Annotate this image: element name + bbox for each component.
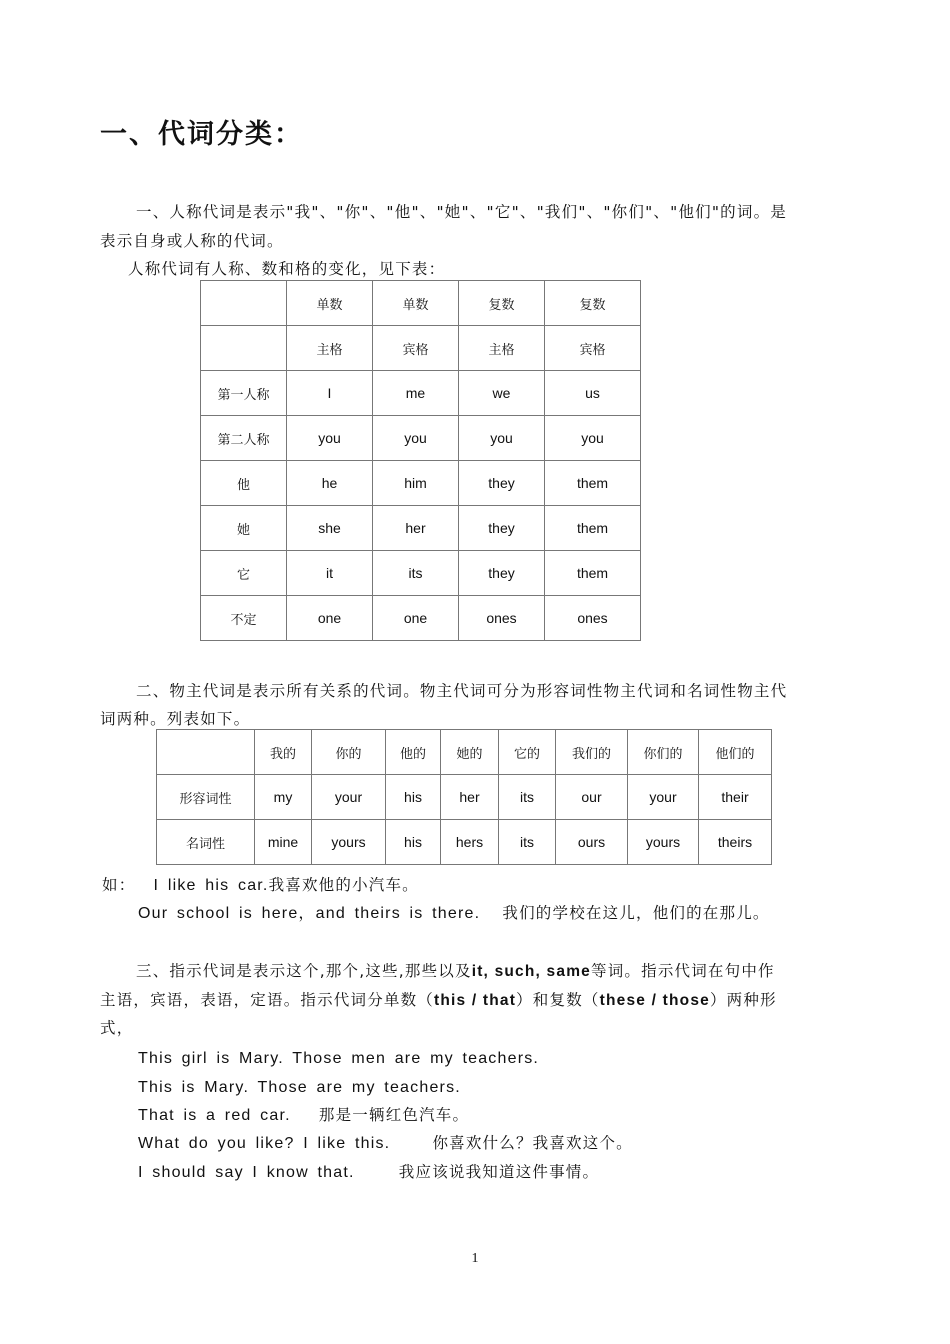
- table-cell: 单数: [287, 281, 373, 326]
- table-header-row: [201, 326, 641, 371]
- table-cell: them: [545, 506, 641, 551]
- table-header-row: [157, 730, 772, 775]
- row-header-cell: 它: [201, 551, 287, 596]
- example-line-1: [102, 871, 419, 900]
- demo-en: This is Mary. Those are my teachers.: [138, 1079, 461, 1096]
- table-cell: he: [287, 461, 373, 506]
- table-cell: 复数: [545, 281, 641, 326]
- table-cell: 她的: [441, 730, 499, 775]
- table-row: [157, 820, 772, 865]
- section1-line2: 表示自身或人称的代词。: [100, 232, 284, 250]
- row-header-cell: 她: [201, 506, 287, 551]
- table-cell: yours: [628, 820, 699, 865]
- table-cell: them: [545, 551, 641, 596]
- demo-en: This girl is Mary. Those men are my teachers.: [138, 1050, 540, 1067]
- table-cell: you: [545, 416, 641, 461]
- table-row: [201, 551, 641, 596]
- table-cell: they: [459, 551, 545, 596]
- page-number: 1: [471, 1251, 479, 1266]
- table-cell: one: [373, 596, 459, 641]
- demo-cn: 那是一辆红色汽车。: [318, 1106, 470, 1124]
- row-header-cell: 第一人称: [201, 371, 287, 416]
- personal-pronoun-table: [200, 280, 641, 641]
- section1-line1: 一、人称代词是表示"我"、"你"、"他"、"她"、"它"、"我们"、"你们"、"他们"的词。是: [136, 203, 787, 221]
- table-cell: we: [459, 371, 545, 416]
- row-header-cell: 形容词性: [157, 775, 255, 820]
- example-en: I like his car.: [153, 877, 269, 894]
- example-en: Our school is here，and theirs is there.: [138, 905, 481, 922]
- section3-keywords: this / that: [434, 992, 517, 1009]
- demo-example-5: [138, 1158, 599, 1187]
- table-cell: 宾格: [545, 326, 641, 371]
- possessive-pronoun-table: [156, 729, 772, 865]
- section3-line3: 式，: [100, 1019, 134, 1037]
- table-row: [201, 416, 641, 461]
- table-header-row: [201, 281, 641, 326]
- table-cell: 他的: [386, 730, 441, 775]
- row-header-cell: 他: [201, 461, 287, 506]
- table-cell: you: [459, 416, 545, 461]
- demo-example-4: [138, 1129, 633, 1158]
- demo-cn: 你喜欢什么？我喜欢这个。: [432, 1134, 633, 1152]
- table-cell: 主格: [459, 326, 545, 371]
- table-cell: me: [373, 371, 459, 416]
- table-row: [201, 461, 641, 506]
- table-cell: its: [373, 551, 459, 596]
- table-cell: your: [628, 775, 699, 820]
- table-cell: his: [386, 820, 441, 865]
- table-cell: 你的: [312, 730, 386, 775]
- table-cell: your: [312, 775, 386, 820]
- table-cell: her: [373, 506, 459, 551]
- table-cell: my: [255, 775, 312, 820]
- table-cell: 你们的: [628, 730, 699, 775]
- row-header-cell: [201, 281, 287, 326]
- table-cell: him: [373, 461, 459, 506]
- table-row: [201, 371, 641, 416]
- page-title: 一、代词分类：: [100, 119, 303, 150]
- section3-text: 主语，宾语，表语，定语。指示代词分单数（: [100, 991, 435, 1009]
- table-cell: she: [287, 506, 373, 551]
- example-prefix: 如：: [102, 876, 136, 894]
- table-row: [201, 506, 641, 551]
- section3-text: ）和复数（: [516, 991, 600, 1009]
- table-cell: its: [499, 775, 556, 820]
- table-cell: 复数: [459, 281, 545, 326]
- section3-text: 三、指示代词是表示这个,那个,这些,那些以及: [136, 962, 472, 980]
- demo-en: I should say I know that.: [138, 1164, 355, 1181]
- example-cn: 我们的学校在这儿，他们的在那儿。: [502, 904, 770, 922]
- section1-line3: 人称代词有人称、数和格的变化，见下表：: [128, 260, 446, 278]
- table-cell: one: [287, 596, 373, 641]
- section3-keywords: it, such, same: [471, 963, 592, 980]
- table-cell: mine: [255, 820, 312, 865]
- section2-line1: 二、物主代词是表示所有关系的代词。物主代词可分为形容词性物主代词和名词性物主代: [136, 682, 788, 700]
- table-cell: his: [386, 775, 441, 820]
- table-cell: our: [556, 775, 628, 820]
- table-cell: theirs: [699, 820, 772, 865]
- table-cell: 我们的: [556, 730, 628, 775]
- table-cell: its: [499, 820, 556, 865]
- table-cell: them: [545, 461, 641, 506]
- table-cell: ones: [545, 596, 641, 641]
- row-header-cell: [201, 326, 287, 371]
- table-cell: us: [545, 371, 641, 416]
- table-row: [201, 596, 641, 641]
- row-header-cell: 第二人称: [201, 416, 287, 461]
- row-header-cell: 不定: [201, 596, 287, 641]
- table-cell: 单数: [373, 281, 459, 326]
- table-cell: they: [459, 506, 545, 551]
- demo-en: What do you like? I like this.: [138, 1135, 391, 1152]
- row-header-cell: 名词性: [157, 820, 255, 865]
- section3-line1: [136, 957, 775, 986]
- table-cell: ones: [459, 596, 545, 641]
- table-cell: you: [287, 416, 373, 461]
- table-cell: they: [459, 461, 545, 506]
- example-cn: 我喜欢他的小汽车。: [268, 876, 419, 894]
- table-cell: their: [699, 775, 772, 820]
- demo-en: That is a red car.: [138, 1107, 291, 1124]
- table-cell: it: [287, 551, 373, 596]
- table-cell: her: [441, 775, 499, 820]
- section3-text: 等词。指示代词在句中作: [591, 962, 775, 980]
- section3-line2: [100, 986, 777, 1015]
- table-row: [157, 775, 772, 820]
- table-cell: 我的: [255, 730, 312, 775]
- example-line-2: [138, 899, 770, 928]
- row-header-cell: [157, 730, 255, 775]
- table-cell: 宾格: [373, 326, 459, 371]
- table-cell: yours: [312, 820, 386, 865]
- table-cell: 他们的: [699, 730, 772, 775]
- table-cell: ours: [556, 820, 628, 865]
- table-cell: hers: [441, 820, 499, 865]
- demo-example-3: [138, 1101, 469, 1130]
- demo-cn: 我应该说我知道这件事情。: [398, 1163, 600, 1181]
- table-cell: 主格: [287, 326, 373, 371]
- table-cell: 它的: [499, 730, 556, 775]
- section3-keywords: these / those: [599, 992, 710, 1009]
- table-cell: you: [373, 416, 459, 461]
- demo-example-1: [138, 1044, 539, 1073]
- section3-text: ）两种形: [709, 991, 777, 1009]
- demo-example-2: [138, 1073, 461, 1102]
- section2-line2: 词两种。列表如下。: [100, 710, 251, 728]
- table-cell: I: [287, 371, 373, 416]
